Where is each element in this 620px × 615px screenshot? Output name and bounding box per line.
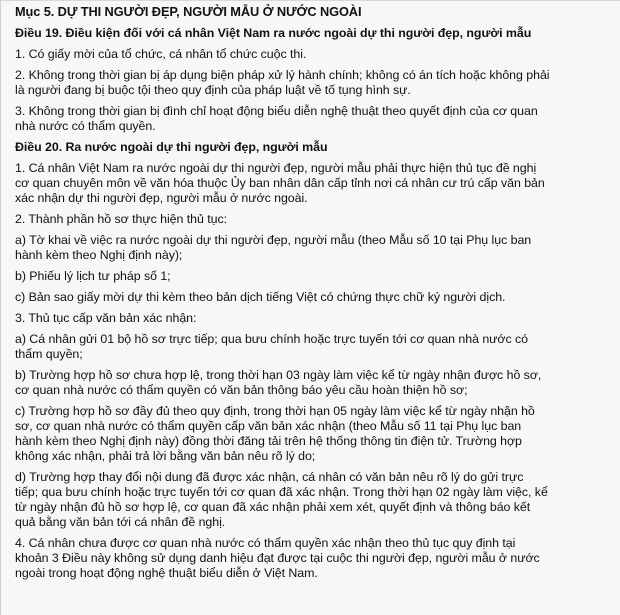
article-20-title: Điều 20. Ra nước ngoài dự thi người đẹp, người mẫu bbox=[15, 140, 328, 154]
article-20-item-2a bbox=[15, 233, 610, 263]
article-20-item-2 bbox=[15, 212, 610, 227]
article-20-item-3a bbox=[15, 332, 610, 362]
article-20-item-1 bbox=[15, 161, 610, 206]
paragraph-line: d) Trường hợp thay đổi nội dung đã được xác nhận, cá nhân có văn bản nêu rõ lý do gửi trực bbox=[15, 470, 524, 484]
article-19-item-3 bbox=[15, 104, 610, 134]
paragraph-line: c) Bản sao giấy mời dự thi kèm theo bản dịch tiếng Việt có chứng thực chữ ký người dịch. bbox=[15, 290, 506, 304]
paragraph-line: 1. Cá nhân Việt Nam ra nước ngoài dự thi người đẹp, người mẫu phải thực hiện thủ tục đề nghị bbox=[15, 161, 537, 175]
paragraph-line: c) Trường hợp hồ sơ đầy đủ theo quy định, trong thời hạn 05 ngày làm việc kể từ ngày nhận hồ bbox=[15, 404, 535, 418]
article-20-item-3 bbox=[15, 311, 610, 326]
paragraph-line: a) Cá nhân gửi 01 bộ hồ sơ trực tiếp; qua bưu chính hoặc trực tuyến tới cơ quan nhà nước có bbox=[15, 332, 529, 346]
paragraph-line: quả bằng văn bản tới cá nhân đề nghị. bbox=[15, 515, 226, 529]
article-19-title: Điều 19. Điều kiện đối với cá nhân Việt Nam ra nước ngoài dự thi người đẹp, người mẫu bbox=[15, 26, 532, 40]
paragraph-line: 1. Có giấy mời của tổ chức, cá nhân tổ chức cuộc thi. bbox=[15, 47, 307, 61]
article-20-item-2b bbox=[15, 269, 610, 284]
paragraph-line: tiếp; qua bưu chính hoặc trực tuyến tới cơ quan đã xác nhận. Trong thời hạn 02 ngày làm việc, kể bbox=[15, 485, 548, 499]
paragraph-line: 2. Thành phần hồ sơ thực hiện thủ tục: bbox=[15, 212, 227, 226]
paragraph-line: 3. Thủ tục cấp văn bản xác nhận: bbox=[15, 311, 197, 325]
paragraph-line: nhà nước có thẩm quyền. bbox=[15, 119, 156, 133]
paragraph-line: 3. Không trong thời gian bị đình chỉ hoạt động biểu diễn nghệ thuật theo quyết định của cơ quan bbox=[15, 104, 538, 118]
article-20-item-2c bbox=[15, 290, 610, 305]
article-20-item-3b bbox=[15, 368, 610, 398]
top-border bbox=[1, 0, 620, 1]
paragraph-line: hành kèm theo Nghị định này); bbox=[15, 248, 183, 262]
paragraph-line: cơ quan nhà nước có thẩm quyền có văn bản thông báo yêu cầu hoàn thiện hồ sơ; bbox=[15, 383, 468, 397]
article-19-item-1 bbox=[15, 47, 610, 62]
paragraph-line: hành kèm theo Nghị định này) đồng thời đăng tải trên hệ thống thông tin điện tử. Trường hợp bbox=[15, 434, 522, 448]
paragraph-line: xác nhận dự thi người đẹp, người mẫu ở nước ngoài. bbox=[15, 191, 308, 205]
paragraph-line: ngoài trong hoạt động nghệ thuật biểu diễn ở Việt Nam. bbox=[15, 566, 318, 580]
paragraph-line: không xác nhận, phải trả lời bằng văn bản nêu rõ lý do; bbox=[15, 449, 316, 463]
article-20-item-4 bbox=[15, 536, 610, 581]
article-20-item-3d bbox=[15, 470, 610, 530]
article-19-item-2 bbox=[15, 68, 610, 98]
section-heading: Mục 5. DỰ THI NGƯỜI ĐẸP, NGƯỜI MẪU Ở NƯỚC NGOÀI bbox=[15, 4, 362, 19]
paragraph-line: 4. Cá nhân chưa được cơ quan nhà nước có thẩm quyền xác nhận theo thủ tục quy định tại bbox=[15, 536, 516, 550]
paragraph-line: cơ quan chuyên môn về văn hóa thuộc Ủy ban nhân dân cấp tỉnh nơi cá nhân cư trú cấp văn bản bbox=[15, 176, 545, 190]
article-20 bbox=[15, 140, 610, 581]
paragraph-line: là người đang bị buộc tội theo quy định của pháp luật về tố tụng hình sự. bbox=[15, 83, 411, 97]
paragraph-line: 2. Không trong thời gian bị áp dụng biện pháp xử lý hành chính; không có án tích hoặc không phải bbox=[15, 68, 550, 82]
paragraph-line: b) Phiếu lý lịch tư pháp số 1; bbox=[15, 269, 171, 283]
paragraph-line: khoản 3 Điều này không sử dụng danh hiệu đạt được tại cuộc thi người đẹp, người mẫu ở nước bbox=[15, 551, 540, 565]
paragraph-line: từ ngày nhận đủ hồ sơ hợp lệ, cơ quan đã xác nhận phải xem xét, quyết định và thông báo kết bbox=[15, 500, 531, 514]
article-19 bbox=[15, 26, 610, 134]
paragraph-line: sơ, cơ quan nhà nước có thẩm quyền cấp văn bản xác nhận (theo Mẫu số 11 tại Phụ lục ban bbox=[15, 419, 522, 433]
article-20-item-3c bbox=[15, 404, 610, 464]
paragraph-line: b) Trường hợp hồ sơ chưa hợp lệ, trong thời hạn 03 ngày làm việc kể từ ngày nhận được hồ sơ, bbox=[15, 368, 542, 382]
paragraph-line: a) Tờ khai về việc ra nước ngoài dự thi người đẹp, người mẫu (theo Mẫu số 10 tại Phụ lục ban bbox=[15, 233, 532, 247]
paragraph-line: thẩm quyền; bbox=[15, 347, 83, 361]
